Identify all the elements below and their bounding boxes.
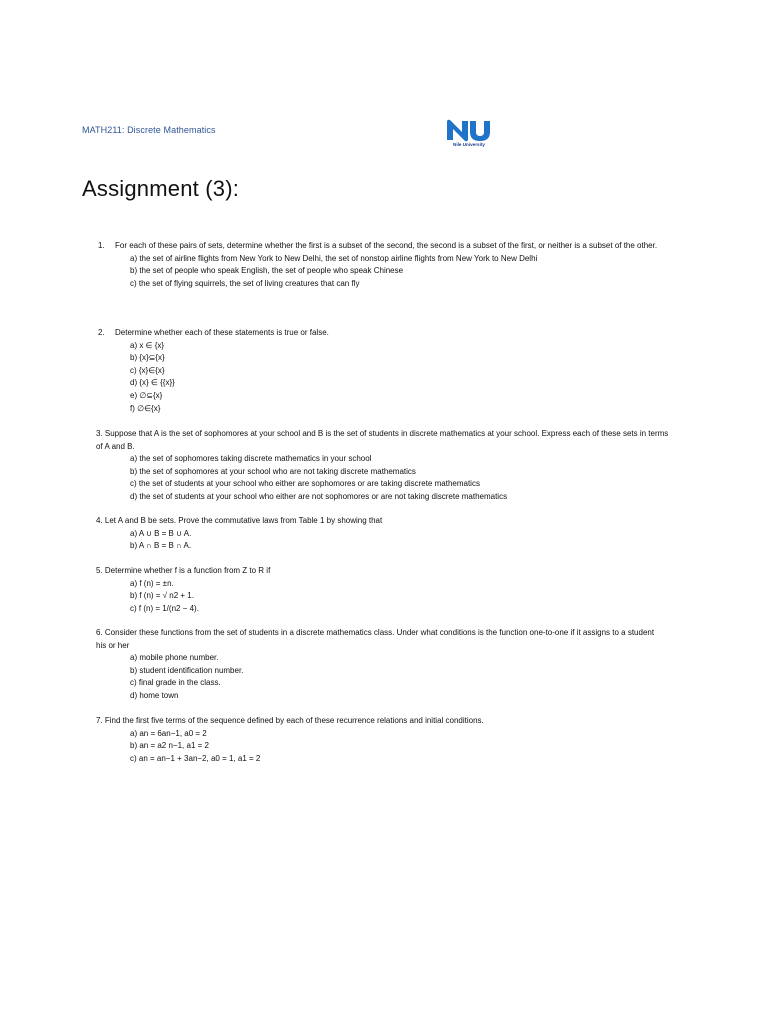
list-item: c) f (n) = 1/(n2 − 4). bbox=[130, 603, 199, 613]
list-item: b) f (n) = √ n2 + 1. bbox=[130, 591, 194, 601]
question-7 bbox=[82, 715, 682, 765]
question-4 bbox=[82, 515, 682, 553]
question-text: 3. Suppose that A is the set of sophomores at your school and B is the set of students in discrete mathematics at your school. Express each of these sets in terms of A and B. bbox=[96, 429, 669, 451]
list-item: a) the set of sophomores taking discrete mathematics in your school bbox=[130, 454, 372, 464]
nu-logo-mark-icon bbox=[444, 118, 494, 142]
list-item: c) {x}∈{x} bbox=[130, 365, 165, 375]
question-number: 1. bbox=[98, 241, 105, 250]
list-item: b) the set of people who speak English, the set of people who speak Chinese bbox=[130, 266, 404, 276]
list-item: c) the set of students at your school who either are sophomores or are taking discrete mathematics bbox=[130, 479, 480, 489]
question-6 bbox=[82, 627, 662, 703]
list-item: a) the set of airline flights from New York to New Delhi, the set of nonstop airline flights from New York to New Delhi bbox=[130, 253, 538, 263]
list-item: b) the set of sophomores at your school who are not taking discrete mathematics bbox=[130, 466, 416, 476]
list-item: f) ∅∈{x} bbox=[130, 403, 161, 413]
question-text: 7. Find the first five terms of the sequence defined by each of these recurrence relations and initial conditions. bbox=[96, 716, 484, 725]
list-item: a) f (n) = ±n. bbox=[130, 578, 174, 588]
page-title: Assignment (3): bbox=[82, 176, 240, 201]
question-text: 4. Let A and B be sets. Prove the commutative laws from Table 1 by showing that bbox=[96, 516, 383, 525]
list-item: b) {x}⊆{x} bbox=[130, 353, 165, 363]
question-5 bbox=[82, 565, 682, 615]
list-item: b) student identification number. bbox=[130, 665, 244, 675]
question-2 bbox=[82, 327, 682, 415]
list-item: e) ∅⊆{x} bbox=[130, 390, 163, 400]
logo-label: Nile University bbox=[453, 142, 485, 147]
list-item: a) mobile phone number. bbox=[130, 653, 219, 663]
list-item: d) {x} ∈ {{x}} bbox=[130, 378, 175, 388]
list-item: a) x ∈ {x} bbox=[130, 340, 165, 350]
list-item: d) home town bbox=[130, 690, 179, 700]
list-item: d) the set of students at your school who either are not sophomores or are not taking discrete mathematics bbox=[130, 491, 508, 501]
question-1 bbox=[82, 240, 682, 290]
list-item: a) A ∪ B = B ∪ A. bbox=[130, 528, 192, 538]
list-item: b) an = a2 n−1, a1 = 2 bbox=[130, 741, 209, 751]
course-header: MATH211: Discrete Mathematics bbox=[82, 125, 216, 135]
list-item: c) an = an−1 + 3an−2, a0 = 1, a1 = 2 bbox=[130, 753, 261, 763]
question-text: For each of these pairs of sets, determine whether the first is a subset of the second, the second is a subset of the first, or neither is a subset of the other. bbox=[115, 241, 658, 250]
question-3 bbox=[82, 428, 674, 504]
list-item: c) final grade in the class. bbox=[130, 678, 221, 688]
list-item: b) A ∩ B = B ∩ A. bbox=[130, 541, 192, 551]
question-text: 6. Consider these functions from the set of students in a discrete mathematics class. Under what conditions is the function one-to-one if it assigns to a student his or her bbox=[96, 628, 655, 650]
list-item: c) the set of flying squirrels, the set of living creatures that can fly bbox=[130, 278, 360, 288]
question-text: 5. Determine whether f is a function from Z to R if bbox=[96, 566, 271, 575]
nile-university-logo bbox=[444, 118, 494, 152]
question-number: 2. bbox=[98, 328, 105, 337]
list-item: a) an = 6an−1, a0 = 2 bbox=[130, 728, 207, 738]
question-text: Determine whether each of these statements is true or false. bbox=[115, 328, 329, 337]
